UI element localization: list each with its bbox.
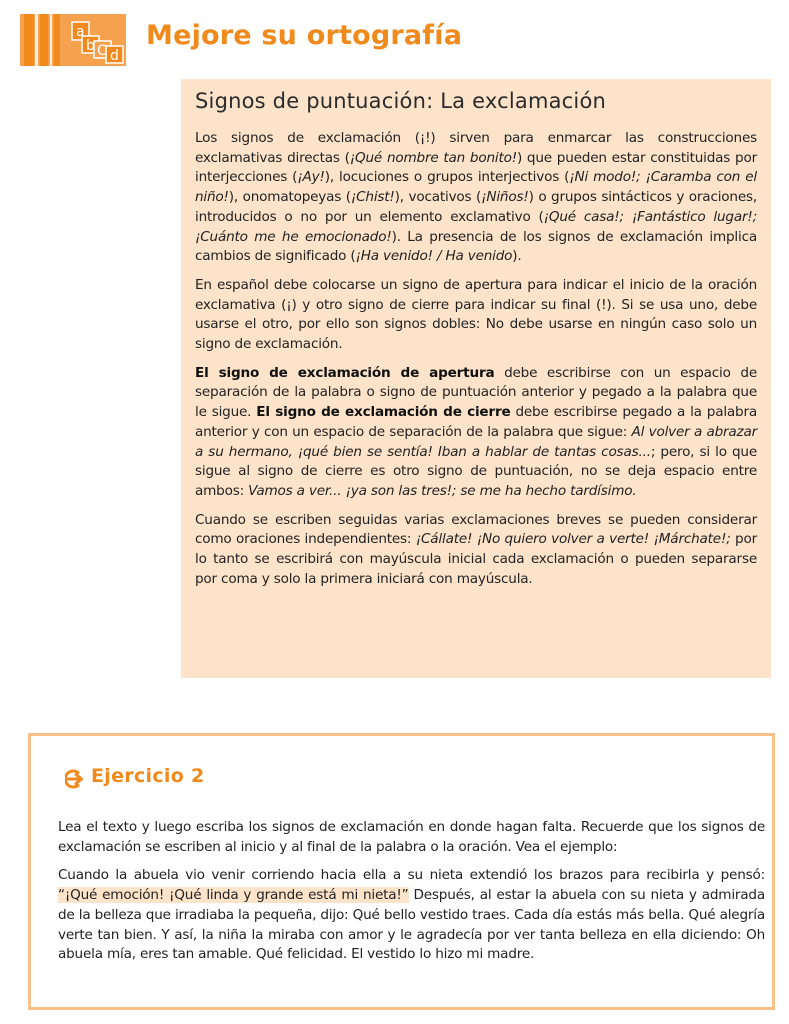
text-run: Cuando se escriben seguidas varias exclamaciones breves se pueden considerar como oraciones independientes: [195, 511, 757, 548]
italic-example: Vamos a ver... ¡ya son las tres!; se me ha hecho tardísimo. [248, 482, 637, 499]
exercise-panel [28, 733, 775, 1010]
text-run: ), locuciones o grupos interjectivos ( [324, 169, 570, 186]
italic-example: ¡Ni modo!; ¡Caramba con el niño! [195, 169, 758, 206]
story-after: Después, al estar la abuela con su nieta y admirada de la belleza que irradiaba la pequeña, dijo: Qué bello vestido traes. Cada día estás más bella. Qué alegría verte tan bien. Y así, la niña la miraba con amor y le agradecía por ver tanta belleza en ella diciendo: Oh abuela mía, eres tan amable. Qué felicidad. El vestido lo hizo mi madre. [58, 887, 765, 963]
exercise-body [58, 818, 765, 974]
text-run: ), onomatopeyas ( [228, 189, 351, 206]
info-panel [181, 79, 771, 678]
italic-example: ¡Niños! [481, 189, 529, 206]
exercise-instructions: Lea el texto y luego escriba los signos de exclamación en donde hagan falta. Recuerde que los signos de exclamación se escriben al inicio y al final de la palabra o la oración. Vea el ejemplo: [58, 819, 765, 855]
paragraph-1 [195, 129, 757, 267]
arrow-right-icon [65, 769, 85, 789]
story-example-highlight: “¡Qué emoción! ¡Qué linda y grande está mi nieta!” [58, 887, 409, 904]
logo-letter-b: b [86, 38, 95, 54]
paragraph-3 [195, 364, 757, 502]
abcd-logo [20, 14, 126, 66]
text-run: ; pero, si lo que sigue al signo de cierre es otro signo de puntuación, no se deja espacio entre ambos: [195, 443, 757, 499]
text-run: debe escribirse con un espacio de separación de la palabra o signo de puntuación anterior y pegado a la palabra que le sigue. [195, 364, 757, 421]
italic-example: ¡Chist! [350, 189, 395, 206]
text-run: ). La presencia de los signos de exclamación implica cambios de significado ( [195, 228, 757, 265]
italic-example: ¡Cállate! ¡No quiero volver a verte! ¡Márchate!; [415, 531, 731, 548]
page-title: Mejore su ortografía [146, 20, 463, 51]
italic-example: ¡Qué nombre tan bonito! [349, 149, 517, 166]
exercise-story [58, 866, 765, 965]
text-run: por lo tanto se escribirá con mayúscula inicial cada exclamación o pueden separarse por coma y solo la primera iniciará con mayúscula. [195, 531, 757, 587]
text-run: Los signos de exclamación (¡!) sirven para enmarcar las construcciones exclamativas directas ( [195, 130, 757, 166]
italic-example: ¡Ay! [297, 169, 325, 186]
logo-letter-a: a [76, 24, 85, 40]
italic-example: Al volver a abrazar a su hermano, ¡qué bien se sentía! Iban a hablar de tantas cosas... [195, 423, 757, 460]
bold-text: El signo de exclamación de cierre [256, 404, 511, 421]
section-heading: Signos de puntuación: La exclamación [195, 89, 607, 113]
paragraph-4 [195, 511, 757, 590]
paragraph-2: En español debe colocarse un signo de apertura para indicar el inicio de la oración exclamativa (¡) y otro signo de cierre para indicar su final (!). Si se usa uno, debe usarse el otro, por ello son signos dobles: No debe usarse en ningún caso solo un signo de exclamación. [195, 276, 757, 353]
text-run: ) o grupos sintácticos y oraciones, introducidos o no por un elemento exclamativo ( [195, 189, 757, 225]
italic-example: ¡Ha venido! / Ha venido [355, 248, 513, 265]
text-run: debe escribirse pegado a la palabra anterior y con un espacio de separación de la palabra que sigue: [195, 404, 757, 440]
bold-text: El signo de exclamación de apertura [195, 364, 495, 381]
exercise-title: Ejercicio 2 [91, 765, 205, 787]
text-run: ) que pueden estar constituidas por interjecciones ( [195, 149, 757, 186]
text-run: ), vocativos ( [394, 189, 482, 206]
logo-letter-c: C [97, 43, 107, 59]
italic-example: ¡Qué casa!; ¡Fantástico lugar!; ¡Cuánto me he emocionado! [195, 208, 757, 245]
text-run: ). [512, 248, 522, 265]
logo-letter-d: d [110, 48, 119, 64]
story-before: Cuando la abuela vio venir corriendo hacia ella a su nieta extendió los brazos para recibirla y pensó: [58, 867, 765, 884]
